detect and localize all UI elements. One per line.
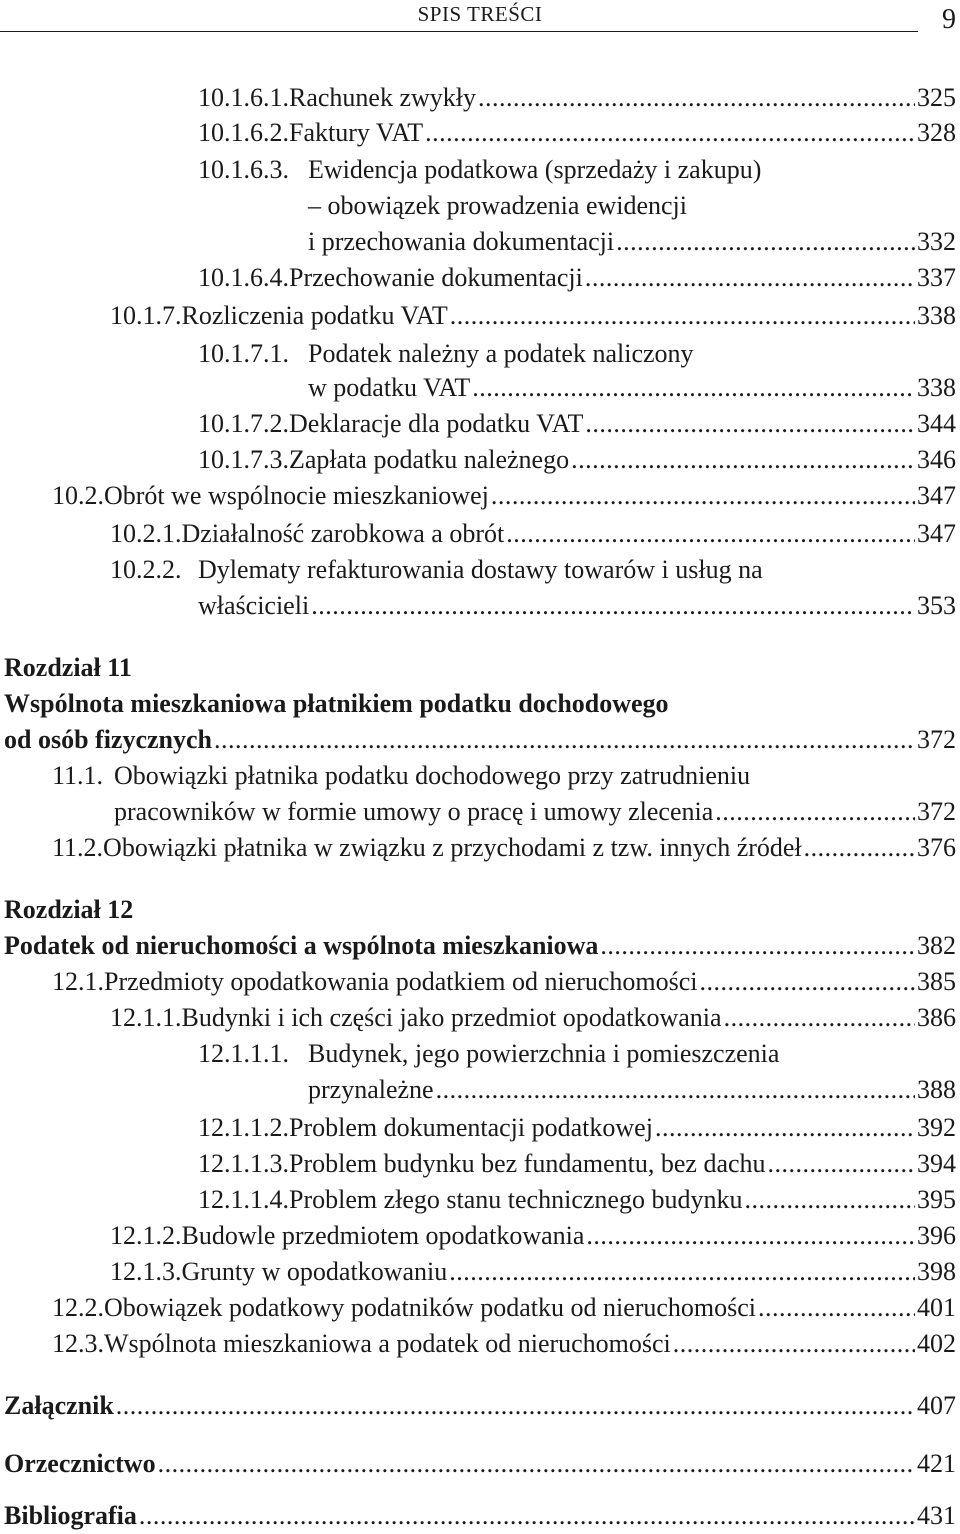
toc-entry-title: Ewidencja podatkowa (sprzedaży i zakupu) [308,155,762,184]
leader-dots [804,830,915,866]
toc-entry-page: 346 [917,445,956,474]
toc-entry-title: Dylematy refakturowania dostawy towarów i usług na [198,555,763,584]
toc-entry-number: 12.1. [52,967,104,996]
leader-dots [585,406,915,442]
toc-entry-number: 10.2. [52,481,104,510]
chapter-title-text: od osób fizycznych [4,725,212,754]
leader-dots [311,588,915,624]
toc-entry[interactable] [110,516,956,552]
toc-entry-continuation[interactable] [114,794,956,830]
toc-entry-number: 12.2. [52,1293,104,1322]
toc-entry-page: 337 [917,263,956,292]
toc-entry[interactable] [52,758,956,794]
toc-entry-title: Przechowanie dokumentacji [289,263,583,292]
chapter-title [4,686,956,722]
leader-dots [478,80,915,116]
toc-entry-title: Bibliografia [4,1501,137,1530]
toc-entry-number: 12.1.1.4. [198,1185,289,1214]
toc-entry-title: Grunty w opodatkowaniu [181,1257,448,1286]
leader-dots [571,442,915,478]
toc-entry-page: 402 [917,1329,956,1358]
toc-entry-number: 10.2.2. [110,555,182,584]
toc-entry-title: Budowle przedmiotem opodatkowania [181,1221,585,1250]
leader-dots [586,1218,915,1254]
toc-entry-page: 338 [917,301,956,330]
toc-entry-title: pracowników w formie umowy o pracę i umowy zlecenia [114,797,714,826]
toc-entry-number: 10.1.7.3. [198,445,289,474]
toc-entry-page: 328 [917,118,956,147]
toc-entry-title: w podatku VAT [308,373,471,402]
toc-entry[interactable] [110,1218,956,1254]
leader-dots [139,1498,915,1534]
toc-entry-page: 395 [917,1185,956,1214]
leader-dots [449,1254,915,1290]
page-number: 9 [942,4,956,35]
toc-entry-title: Rachunek zwykły [289,83,477,112]
toc-entry-number: 12.1.2. [110,1221,182,1250]
toc-entry-number: 10.1.6.1. [198,83,289,112]
toc-entry-number: 12.1.1. [110,1003,182,1032]
toc-entry-page: 388 [917,1075,956,1104]
leader-dots [506,516,915,552]
running-title: SPIS TREŚCI [417,2,543,26]
toc-entry[interactable] [110,552,956,588]
toc-entry-page: 325 [917,83,956,112]
toc-entry[interactable] [52,478,956,514]
toc-entry-page: 394 [917,1149,956,1178]
leader-dots [214,722,915,758]
chapter-number: Rozdział 12 [4,895,134,924]
leader-dots [758,1290,915,1326]
toc-entry-page: 421 [917,1449,956,1478]
leader-dots [472,370,915,406]
toc-entry[interactable] [52,830,956,866]
toc-entry-title: Budynek, jego powierzchnia i pomieszczenia [308,1039,780,1068]
toc-entry-page: 332 [917,227,956,256]
toc-entry-number: 12.1.1.1. [198,1039,289,1068]
toc-entry-page: 344 [917,409,956,438]
header-rule [0,31,918,32]
toc-entry[interactable] [198,115,956,151]
toc-entry-page: 372 [917,725,956,754]
toc-entry[interactable] [198,406,956,442]
toc-entry-number: 10.1.6.3. [198,155,289,184]
leader-dots [491,478,915,514]
toc-entry-number: 10.1.7.1. [198,339,289,368]
chapter-title-text: Podatek od nieruchomości a wspólnota mieszkaniowa [4,931,599,960]
toc-entry-title: Obowiązek podatkowy podatników podatku od nieruchomości [104,1293,757,1322]
leader-dots [158,1446,915,1482]
toc-entry-title: Deklaracje dla podatku VAT [289,409,584,438]
toc-entry-number: 12.1.3. [110,1257,182,1286]
toc-entry-page: 431 [917,1501,956,1530]
toc-entry-page: 376 [917,833,956,862]
toc-entry-number: 11.1. [52,761,104,790]
page-header [0,0,960,40]
leader-dots [715,794,915,830]
toc-entry-title: Problem złego stanu technicznego budynku [289,1185,743,1214]
toc-entry-page: 386 [917,1003,956,1032]
toc-entry-page: 372 [917,797,956,826]
toc-entry-number: 10.1.6.2. [198,118,289,147]
toc-entry-page: 353 [917,591,956,620]
leader-dots [700,964,915,1000]
toc-entry-title: Faktury VAT [289,118,424,147]
leader-dots [450,298,915,334]
toc-entry-continuation[interactable] [308,370,956,406]
toc-entry[interactable] [198,336,956,372]
toc-entry-bibliography[interactable] [4,1498,956,1534]
toc-entry-continuation[interactable] [198,588,956,624]
chapter-label [4,892,956,928]
toc-entry-title: Obowiązki płatnika w związku z przychodami z tzw. innych źródeł [103,833,802,862]
toc-entry-page: 385 [917,967,956,996]
chapter-title-text: Wspólnota mieszkaniowa płatnikiem podatku dochodowego [4,689,669,718]
toc-entry[interactable] [52,1290,956,1326]
toc-entry-title: Problem budynku bez fundamentu, bez dachu [289,1149,766,1178]
toc-entry-title: Wspólnota mieszkaniowa a podatek od nieruchomości [104,1329,671,1358]
toc-entry-appendix[interactable] [4,1388,956,1424]
leader-dots [425,115,915,151]
toc-entry[interactable] [198,1036,956,1072]
leader-dots [744,1182,915,1218]
chapter-label [4,650,956,686]
toc-entry-number: 12.1.1.3. [198,1149,289,1178]
toc-entry-title: Rozliczenia podatku VAT [181,301,448,330]
toc-entry-title: – obowiązek prowadzenia ewidencji [308,191,688,220]
toc-entry-number: 10.2.1. [110,519,182,548]
toc-entry[interactable] [198,1110,956,1146]
toc-entry-number: 11.2. [52,833,104,862]
toc-entry-title: Działalność zarobkowa a obrót [181,519,505,548]
toc-entry-number: 12.3. [52,1329,104,1358]
toc-entry-title: Zapłata podatku należnego [289,445,570,474]
toc-entry-title: Podatek należny a podatek naliczony [308,339,694,368]
leader-dots [655,1110,915,1146]
toc-entry-title: Przedmioty opodatkowania podatkiem od nieruchomości [104,967,698,996]
toc-entry[interactable] [198,260,956,296]
chapter-title[interactable] [4,928,956,964]
toc-entry-number: 10.1.7.2. [198,409,289,438]
toc-entry[interactable] [198,80,956,116]
toc-entry-title: Obowiązki płatnika podatku dochodowego przy zatrudnieniu [114,761,751,790]
toc-entry-title: Problem dokumentacji podatkowej [289,1113,653,1142]
leader-dots [436,1072,915,1108]
toc-entry[interactable] [52,1326,956,1362]
leader-dots [724,1000,915,1036]
toc-entry-number: 10.1.7. [110,301,182,330]
toc-entry[interactable] [110,298,956,334]
toc-entry-title: Obrót we wspólnocie mieszkaniowej [104,481,489,510]
leader-dots [768,1146,915,1182]
toc-entry-continuation [308,188,956,224]
toc-entry[interactable] [110,1000,956,1036]
toc-entry-title: Orzecznictwo [4,1449,156,1478]
chapter-title-continuation[interactable] [4,722,956,758]
toc-entry[interactable] [198,442,956,478]
leader-dots [616,224,915,260]
chapter-number: Rozdział 11 [4,653,132,682]
toc-entry-title: przynależne [308,1075,434,1104]
toc-entry-number: 10.1.6.4. [198,263,289,292]
toc-entry-page: 392 [917,1113,956,1142]
leader-dots [673,1326,915,1362]
toc-entry-case-law[interactable] [4,1446,956,1482]
toc-entry[interactable] [198,152,956,188]
toc-entry[interactable] [110,1254,956,1290]
leader-dots [116,1388,915,1424]
toc-entry-title: Budynki i ich części jako przedmiot opodatkowania [181,1003,722,1032]
leader-dots [585,260,915,296]
toc-entry-page: 347 [917,519,956,548]
toc-entry[interactable] [198,1182,956,1218]
toc-entry-page: 338 [917,373,956,402]
toc-entry-continuation[interactable] [308,1072,956,1108]
toc-entry-page: 347 [917,481,956,510]
toc-entry-page: 398 [917,1257,956,1286]
toc-entry-page: 401 [917,1293,956,1322]
toc-entry-title: właścicieli [198,591,310,620]
toc-entry-number: 12.1.1.2. [198,1113,289,1142]
toc-entry-title: Załącznik [4,1391,114,1420]
toc-entry-page: 396 [917,1221,956,1250]
toc-entry-title: i przechowania dokumentacji [308,227,615,256]
toc-entry-continuation[interactable] [308,224,956,260]
toc-entry-page: 407 [917,1391,956,1420]
toc-entry-page: 382 [917,931,956,960]
toc-entry[interactable] [198,1146,956,1182]
leader-dots [600,928,915,964]
toc-entry[interactable] [52,964,956,1000]
